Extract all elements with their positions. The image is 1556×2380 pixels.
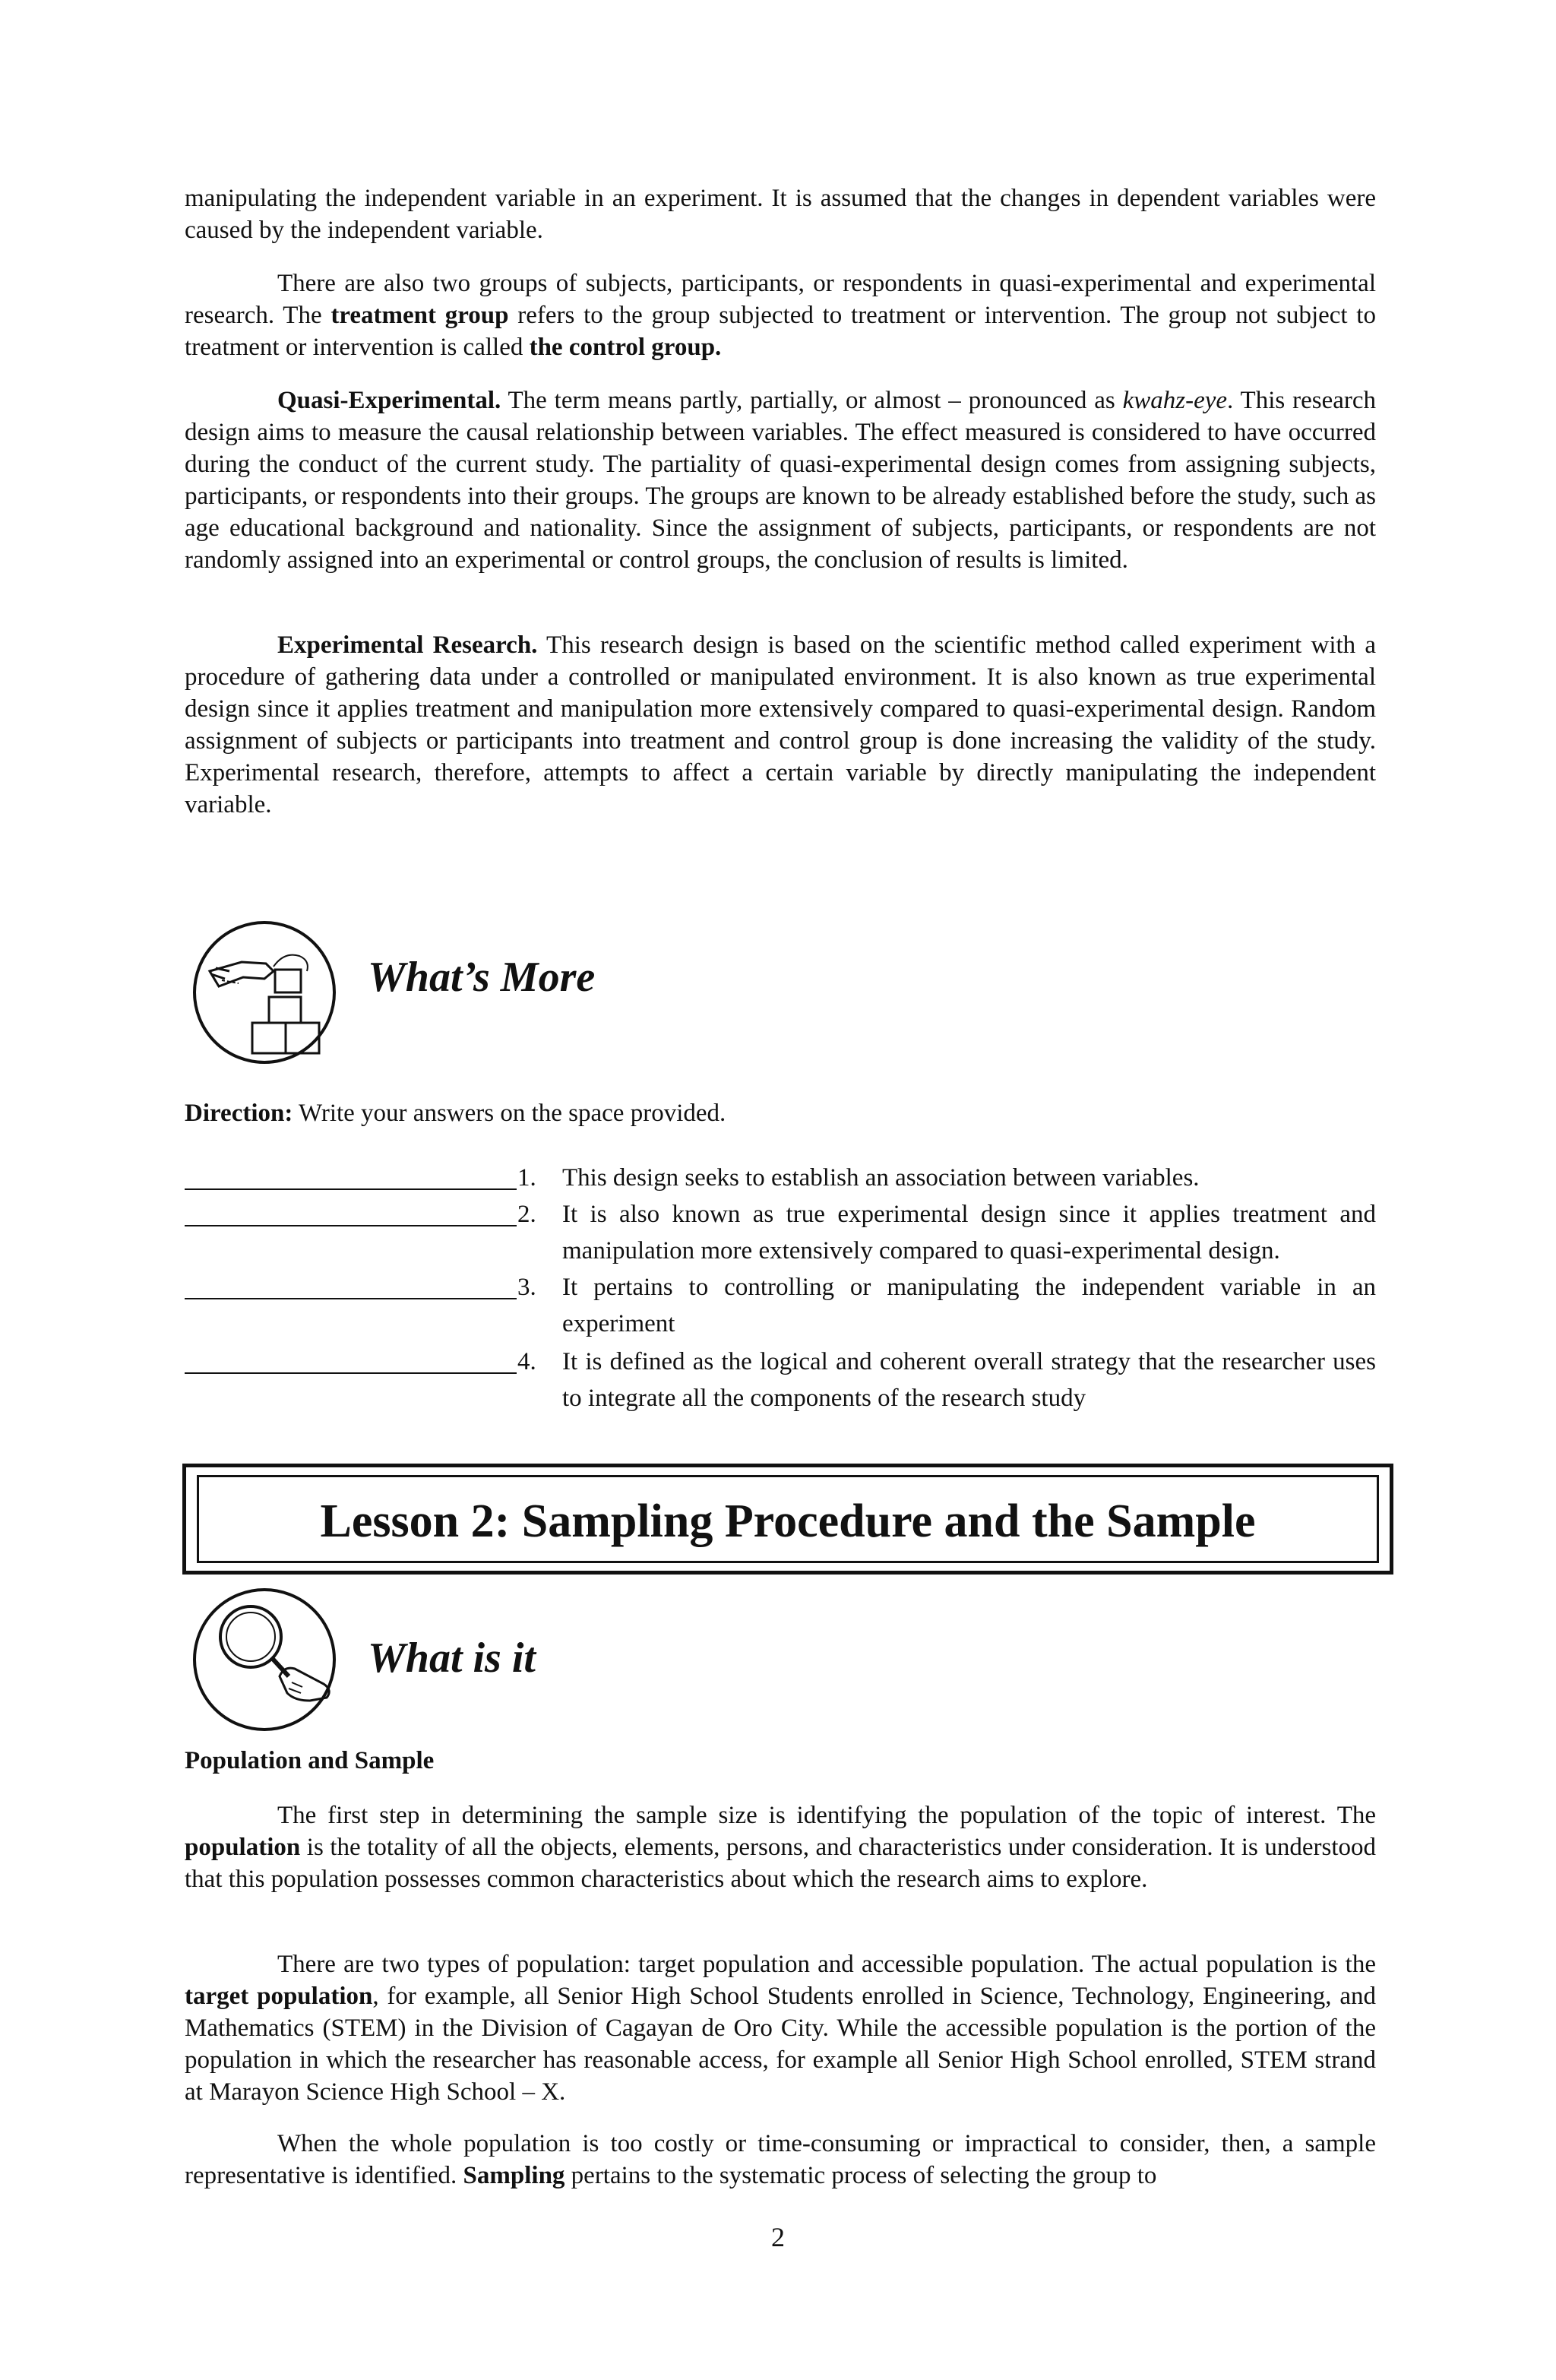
pronunciation: kwahz-eye [1122,387,1228,414]
paragraph-sampling [185,2128,1376,2192]
direction-line [185,1097,1376,1129]
question-number: 3. [517,1274,536,1301]
question-item [185,1343,1376,1416]
paragraph-text: There are two types of population: target population and accessible population. The actual population is the [277,1951,1376,1978]
direction-label: Direction: [185,1100,293,1127]
paragraph-groups [185,267,1376,363]
whats-more-title: What’s More [368,954,596,1001]
subheading-population-sample: Population and Sample [185,1747,435,1774]
question-text: It is defined as the logical and coherent overall strategy that the researcher uses to integrate all the components of the research study [562,1348,1376,1412]
answer-blank[interactable] [185,1196,517,1226]
paragraph-text: pertains to the systematic process of selecting the group to [565,2162,1157,2189]
paragraph-text: is the totality of all the objects, elements, persons, and characteristics under consideration. It is understood that this population possesses common characteristics about which the research aims to explore. [185,1834,1376,1893]
paragraph-text: , for example, all Senior High School Students enrolled in Science, Technology, Engineering, and Mathematics (STEM) in the Division of Cagayan de Oro City. While the accessible population is the portion of the population in which the researcher has reasonable access, for example all Senior High School enrolled, STEM strand at Marayon Science High School – X. [185,1983,1376,2106]
paragraph-continuation [185,182,1376,246]
question-text: It is also known as true experimental design since it applies treatment and manipulation more extensively compared to quasi-experimental design. [562,1201,1376,1264]
term-sampling: Sampling [463,2162,565,2189]
paragraph-text: The first step in determining the sample size is identifying the population of the topic of interest. The [277,1802,1376,1829]
question-number: 4. [517,1348,536,1375]
paragraph-quasi-experimental [185,385,1376,576]
whats-more-header [188,921,596,1071]
paragraph-population-types [185,1948,1376,2108]
lesson-title-box [182,1464,1393,1575]
answer-blank[interactable] [185,1343,517,1374]
question-text: This design seeks to establish an association between variables. [562,1164,1200,1192]
term-target-population: target population [185,1983,373,2010]
answer-blank[interactable] [185,1269,517,1299]
term-experimental-research: Experimental Research. [277,631,538,659]
question-item [185,1269,1376,1342]
paragraph-population [185,1799,1376,1895]
what-is-it-header [188,1587,536,1736]
term-control-group: the control group. [529,334,722,361]
paragraph-text: When the whole population is too costly or time-consuming or impractical to consider, then, a sample representative is identified. [185,2130,1376,2189]
answer-blank[interactable] [185,1160,517,1190]
page-number: 2 [771,2222,785,2252]
lesson-title-inner-border [197,1475,1379,1563]
question-item [185,1196,1376,1269]
question-item [185,1160,1376,1196]
term-quasi-experimental: Quasi-Experimental. [277,387,501,414]
paragraph-text: The term means partly, partially, or almost – pronounced as [501,387,1123,414]
paragraph-text: refers to the group subjected to treatment or intervention. The group not subject to treatment or intervention is called [185,302,1376,361]
blocks-hand-icon [188,921,346,1067]
paragraph-text: There are also two groups of subjects, participants, or respondents in quasi-experimental and experimental research. The [185,270,1376,329]
paragraph-experimental-research [185,629,1376,821]
magnifying-glass-icon [188,1587,348,1733]
paragraph-text: . This research design aims to measure the causal relationship between variables. The effect measured is considered to have occurred during the conduct of the current study. The partiality of quasi-experimental design comes from assigning subjects, participants, or respondents into their groups. The groups are known to be already established before the study, such as age educational background and nationality. Since the assignment of subjects, participants, or respondents are not randomly assigned into an experimental or control groups, the conclusion of results is limited. [185,387,1376,574]
term-treatment-group: treatment group [330,302,509,329]
what-is-it-title: What is it [368,1635,536,1682]
question-text: It pertains to controlling or manipulating the independent variable in an experiment [562,1274,1376,1337]
lesson-title: Lesson 2: Sampling Procedure and the Sample [320,1495,1256,1547]
term-population: population [185,1834,301,1861]
direction-text: Write your answers on the space provided. [293,1100,726,1127]
paragraph-text: This research design is based on the scientific method called experiment with a procedure of gathering data under a controlled or manipulated environment. It is also known as true experimental design since it applies treatment and manipulation more extensively compared to quasi-experimental design. Random assignment of subjects or participants into treatment and control group is done increasing the validity of the study. Experimental research, therefore, attempts to affect a certain variable by directly manipulating the independent variable. [185,631,1376,818]
question-number: 1. [517,1164,536,1192]
question-number: 2. [517,1201,536,1228]
paragraph-text: manipulating the independent variable in an experiment. It is assumed that the changes in dependent variables were caused by the independent variable. [185,185,1376,244]
